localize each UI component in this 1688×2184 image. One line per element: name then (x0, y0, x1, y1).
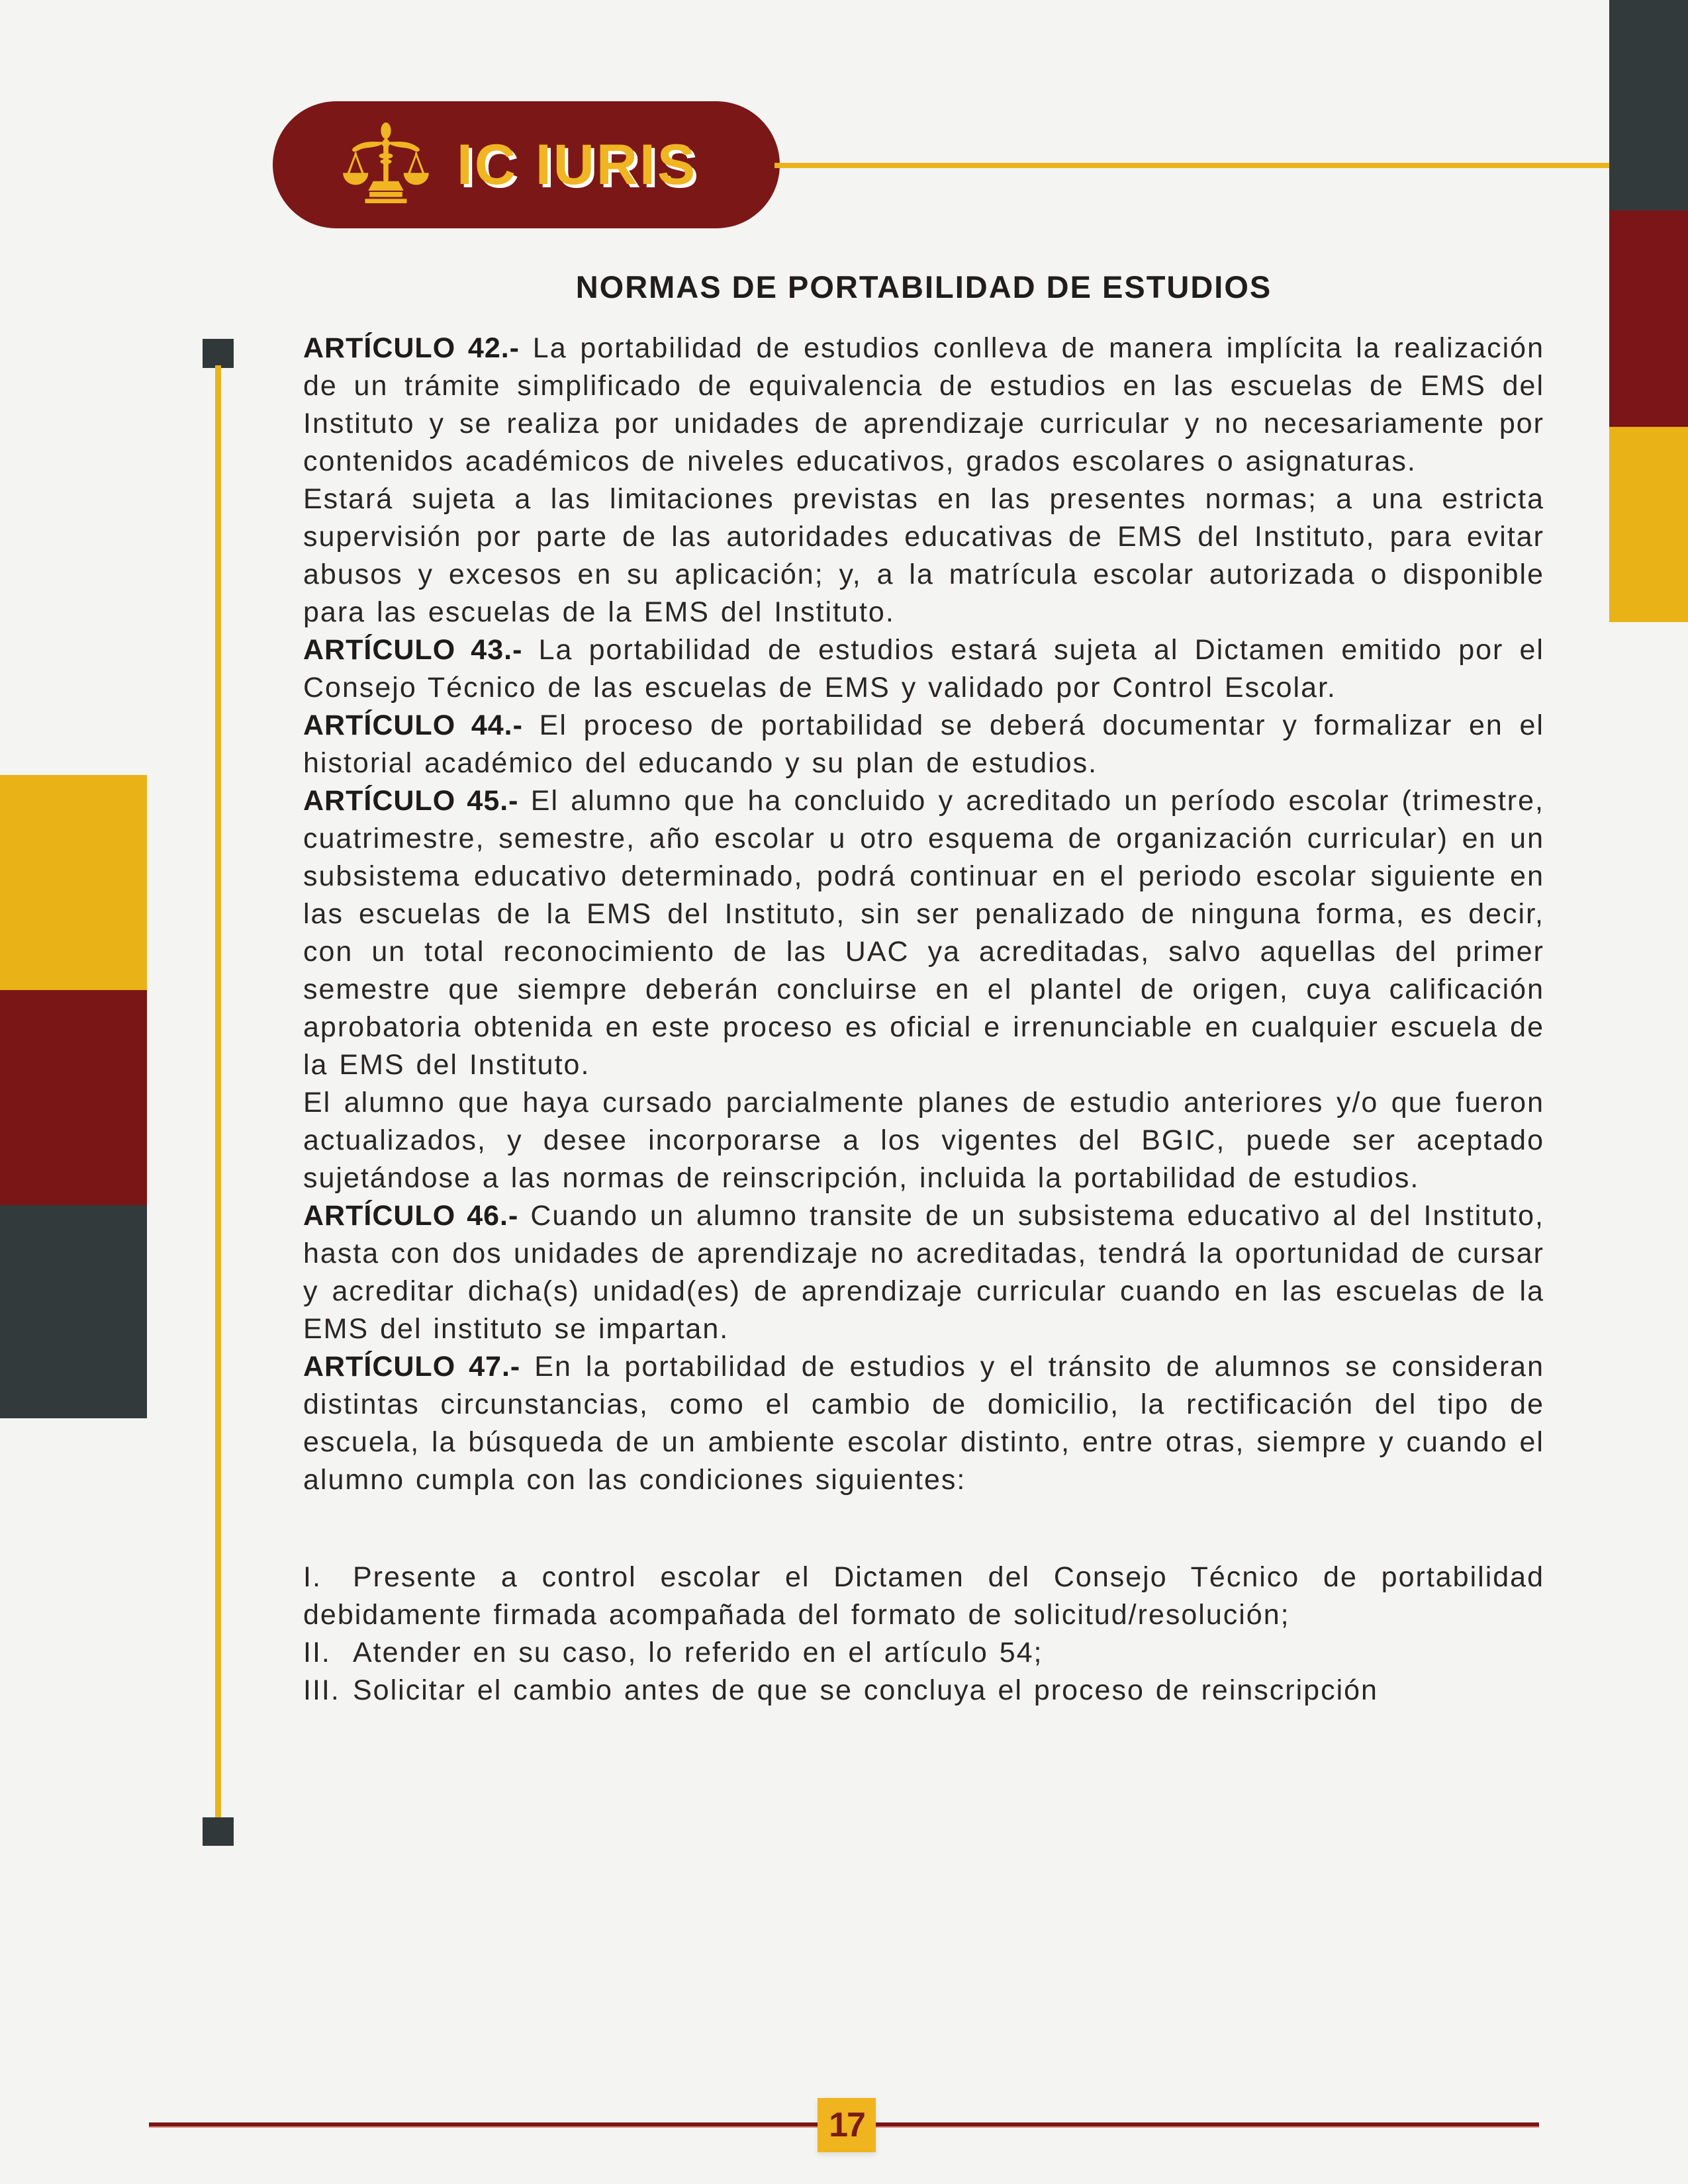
article-paragraph-43 (303, 631, 1544, 707)
article-paragraph-42-cont (303, 480, 1544, 631)
rule-cap-bottom-square (203, 1817, 234, 1846)
article-label: ARTÍCULO 42.- (303, 332, 520, 364)
page-number: 17 (829, 2106, 865, 2144)
article-text: Cuando un alumno transite de un subsistema educativo al del Instituto, hasta con dos unidades de aprendizaje no acreditadas, tendrá la oportunidad de cursar y acreditar dicha(s) unidad(es) de aprendizaje curricular cuando en las escuelas de la EMS del instituto se impartan. (303, 1200, 1544, 1345)
left-block-charcoal (0, 1205, 147, 1418)
list-item-numeral: I. (303, 1561, 322, 1593)
article-paragraph-47 (303, 1348, 1544, 1499)
article-label: ARTÍCULO 43.- (303, 634, 523, 666)
rule-cap-top-square (203, 339, 234, 368)
scales-of-justice-icon (342, 122, 430, 208)
article-paragraph-45 (303, 782, 1544, 1084)
list-item (303, 1559, 1544, 1634)
logo-wordmark: IC IURIS (457, 132, 698, 197)
page-number-box (818, 2098, 876, 2152)
vertical-gold-rule (215, 365, 221, 1819)
article-text: El alumno que haya cursado parcialmente planes de estudio anteriores y/o que fueron actualizados, y desee incorporarse a los vigentes del BGIC, puede ser aceptado sujetándose a las normas de reinscripción, incluida la portabilidad de estudios. (303, 1087, 1544, 1194)
list-item-text: Atender en su caso, lo referido en el artículo 54; (353, 1637, 1043, 1668)
article-paragraph-46 (303, 1197, 1544, 1348)
document-body (303, 330, 1544, 1709)
list-item (303, 1672, 1544, 1709)
article-text: En la portabilidad de estudios y el tránsito de alumnos se consideran distintas circunstancias, como el cambio de domicilio, la rectificación del tipo de escuela, la búsqueda de un ambiente escolar distinto, entre otras, siempre y cuando el alumno cumpla con las condiciones siguientes: (303, 1351, 1545, 1496)
article-text: Estará sujeta a las limitaciones previstas en las presentes normas; a una estricta supervisión por parte de las autoridades educativas de EMS del Instituto, para evitar abusos y excesos en su aplicación; y, a la matrícula escolar autorizada o disponible para las escuelas de la EMS del Instituto. (303, 483, 1544, 628)
header-gold-line (774, 163, 1609, 168)
conditions-list (303, 1559, 1544, 1709)
article-text: La portabilidad de estudios conlleva de manera implícita la realización de un trámite simplificado de equivalencia de estudios en las escuelas de EMS del Instituto y se realiza por unidades de aprendizaje curricular y no necesariamente por contenidos académicos de niveles educativos, grados escolares o asignaturas. (303, 332, 1545, 477)
right-block-gold (1609, 427, 1688, 622)
article-paragraph-44 (303, 707, 1544, 782)
list-item (303, 1634, 1544, 1672)
left-block-maroon (0, 990, 147, 1205)
article-text: La portabilidad de estudios estará sujeta al Dictamen emitido por el Consejo Técnico de las escuelas de EMS y validado por Control Escolar. (303, 634, 1544, 704)
logo-pill (273, 101, 780, 228)
list-item-numeral: II. (303, 1637, 331, 1668)
right-block-charcoal (1609, 0, 1688, 210)
article-label: ARTÍCULO 47.- (303, 1351, 521, 1383)
article-paragraph-45-cont (303, 1084, 1544, 1197)
article-label: ARTÍCULO 44.- (303, 709, 523, 741)
article-text: El proceso de portabilidad se deberá documentar y formalizar en el historial académico del educando y su plan de estudios. (303, 709, 1544, 779)
right-decorative-blocks (1609, 0, 1688, 622)
right-block-maroon (1609, 210, 1688, 427)
article-label: ARTÍCULO 46.- (303, 1200, 519, 1232)
list-item-text: Presente a control escolar el Dictamen del Consejo Técnico de portabilidad debidamente firmada acompañada del formato de solicitud/resolución; (303, 1561, 1544, 1631)
article-paragraph-42 (303, 330, 1544, 480)
left-decorative-blocks (0, 775, 147, 1418)
list-item-numeral: III. (303, 1674, 340, 1706)
page-title: NORMAS DE PORTABILIDAD DE ESTUDIOS (575, 269, 1272, 304)
left-block-gold (0, 775, 147, 990)
list-item-text: Solicitar el cambio antes de que se concluya el proceso de reinscripción (353, 1674, 1378, 1706)
article-text: El alumno que ha concluido y acreditado un período escolar (trimestre, cuatrimestre, semestre, año escolar u otro esquema de organización curricular) en un subsistema educativo determinado, podrá continuar en el periodo escolar siguiente en las escuelas de la EMS del Instituto, sin ser penalizado de ninguna forma, es decir, con un total reconocimiento de las UAC ya acreditadas, salvo aquellas del primer semestre que siempre deberán concluirse en el plantel de origen, cuya calificación aprobatoria obtenida en este proceso es oficial e irrenunciable en cualquier escuela de la EMS del Instituto. (303, 785, 1544, 1081)
article-label: ARTÍCULO 45.- (303, 785, 519, 817)
